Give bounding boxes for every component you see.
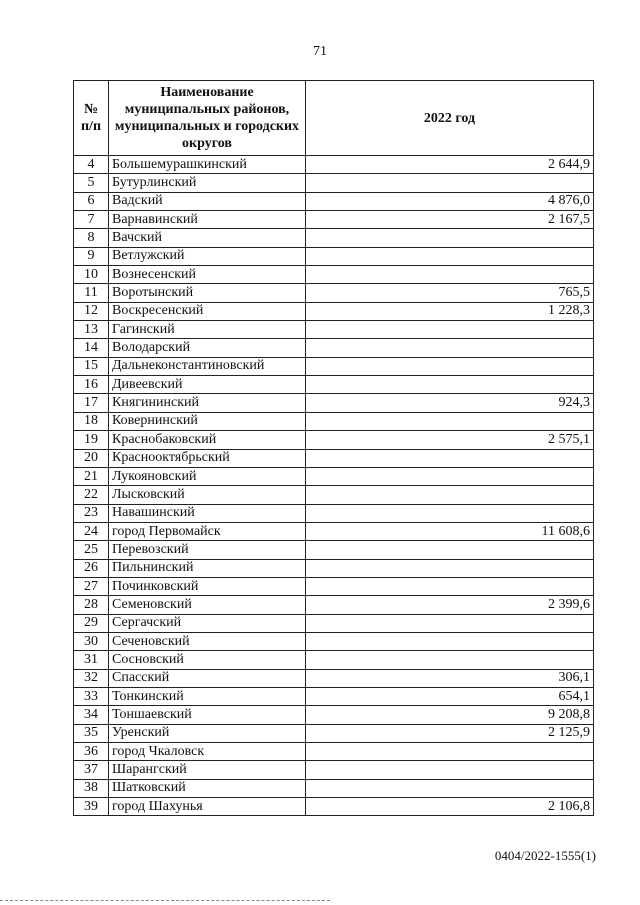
district-name: Воротынский: [109, 284, 306, 302]
value-2022: [306, 559, 594, 577]
table-row: [74, 743, 594, 761]
value-2022: 11 608,6: [306, 522, 594, 540]
value-2022: 9 208,8: [306, 706, 594, 724]
value-2022: [306, 486, 594, 504]
district-name: Ветлужский: [109, 247, 306, 265]
value-2022: [306, 779, 594, 797]
table-row: [74, 651, 594, 669]
row-number: 36: [74, 743, 109, 761]
district-name: Бутурлинский: [109, 174, 306, 192]
value-2022: [306, 321, 594, 339]
district-name: Перевозский: [109, 541, 306, 559]
value-2022: [306, 357, 594, 375]
district-name: Сосновский: [109, 651, 306, 669]
table-row: [74, 229, 594, 247]
table-row: [74, 449, 594, 467]
district-name: Княгининский: [109, 394, 306, 412]
value-2022: 2 644,9: [306, 156, 594, 174]
district-name: Навашинский: [109, 504, 306, 522]
row-number: 11: [74, 284, 109, 302]
row-number: 31: [74, 651, 109, 669]
district-name: Лысковский: [109, 486, 306, 504]
value-2022: 2 125,9: [306, 724, 594, 742]
row-number: 9: [74, 247, 109, 265]
district-name: город Первомайск: [109, 522, 306, 540]
row-number: 26: [74, 559, 109, 577]
district-name: Вачский: [109, 229, 306, 247]
document-code: 0404/2022-1555(1): [494, 848, 596, 863]
district-name: Ковернинский: [109, 412, 306, 430]
district-name: Шарангский: [109, 761, 306, 779]
value-2022: 306,1: [306, 669, 594, 687]
value-2022: 2 399,6: [306, 596, 594, 614]
district-name: Сеченовский: [109, 632, 306, 650]
header-num: № п/п: [74, 81, 109, 156]
table-row: [74, 431, 594, 449]
district-name: Дальнеконстантиновский: [109, 357, 306, 375]
table-row: [74, 522, 594, 540]
value-2022: [306, 761, 594, 779]
table-row: [74, 339, 594, 357]
table-row: [74, 504, 594, 522]
district-name: Вадский: [109, 192, 306, 210]
district-name: город Шахунья: [109, 798, 306, 816]
header-year: 2022 год: [306, 81, 594, 156]
table-row: [74, 596, 594, 614]
table-row: [74, 247, 594, 265]
district-name: Спасский: [109, 669, 306, 687]
table-row: [74, 467, 594, 485]
table-row: [74, 614, 594, 632]
table-row: [74, 724, 594, 742]
district-name: Гагинский: [109, 321, 306, 339]
table-row: [74, 302, 594, 320]
table-row: [74, 192, 594, 210]
row-number: 38: [74, 779, 109, 797]
row-number: 32: [74, 669, 109, 687]
row-number: 37: [74, 761, 109, 779]
row-number: 35: [74, 724, 109, 742]
row-number: 13: [74, 321, 109, 339]
row-number: 21: [74, 467, 109, 485]
value-2022: 2 575,1: [306, 431, 594, 449]
row-number: 12: [74, 302, 109, 320]
value-2022: 2 106,8: [306, 798, 594, 816]
value-2022: [306, 467, 594, 485]
table-row: [74, 211, 594, 229]
value-2022: [306, 449, 594, 467]
value-2022: [306, 577, 594, 595]
table-row: [74, 541, 594, 559]
table-row: [74, 284, 594, 302]
district-name: Краснобаковский: [109, 431, 306, 449]
table-row: [74, 321, 594, 339]
value-2022: [306, 651, 594, 669]
table-row: [74, 412, 594, 430]
table-row: [74, 577, 594, 595]
row-number: 39: [74, 798, 109, 816]
value-2022: 765,5: [306, 284, 594, 302]
table-row: [74, 761, 594, 779]
row-number: 8: [74, 229, 109, 247]
district-name: город Чкаловск: [109, 743, 306, 761]
row-number: 7: [74, 211, 109, 229]
value-2022: [306, 614, 594, 632]
table-row: [74, 357, 594, 375]
table-row: [74, 156, 594, 174]
table-row: [74, 779, 594, 797]
district-name: Шатковский: [109, 779, 306, 797]
header-name: Наименование муниципальных районов, муниципальных и городских округов: [109, 81, 306, 156]
allocation-table: [73, 80, 594, 816]
value-2022: [306, 504, 594, 522]
value-2022: [306, 266, 594, 284]
value-2022: 1 228,3: [306, 302, 594, 320]
row-number: 10: [74, 266, 109, 284]
district-name: Починковский: [109, 577, 306, 595]
row-number: 14: [74, 339, 109, 357]
table-row: [74, 687, 594, 705]
row-number: 4: [74, 156, 109, 174]
value-2022: [306, 247, 594, 265]
district-name: Семеновский: [109, 596, 306, 614]
row-number: 15: [74, 357, 109, 375]
row-number: 27: [74, 577, 109, 595]
bottom-divider: [0, 900, 330, 901]
row-number: 30: [74, 632, 109, 650]
district-name: Тонкинский: [109, 687, 306, 705]
value-2022: [306, 174, 594, 192]
table-row: [74, 798, 594, 816]
value-2022: [306, 376, 594, 394]
row-number: 23: [74, 504, 109, 522]
row-number: 34: [74, 706, 109, 724]
table-header: [74, 81, 594, 156]
table-row: [74, 376, 594, 394]
value-2022: 654,1: [306, 687, 594, 705]
value-2022: [306, 743, 594, 761]
table-row: [74, 266, 594, 284]
row-number: 17: [74, 394, 109, 412]
district-name: Варнавинский: [109, 211, 306, 229]
district-name: Тоншаевский: [109, 706, 306, 724]
value-2022: [306, 632, 594, 650]
district-name: Краснооктябрьский: [109, 449, 306, 467]
value-2022: [306, 229, 594, 247]
table-row: [74, 706, 594, 724]
row-number: 28: [74, 596, 109, 614]
district-name: Воскресенский: [109, 302, 306, 320]
row-number: 16: [74, 376, 109, 394]
table-row: [74, 559, 594, 577]
row-number: 33: [74, 687, 109, 705]
table-row: [74, 669, 594, 687]
row-number: 18: [74, 412, 109, 430]
value-2022: 2 167,5: [306, 211, 594, 229]
district-name: Дивеевский: [109, 376, 306, 394]
page-number: 71: [313, 44, 327, 59]
row-number: 19: [74, 431, 109, 449]
district-name: Лукояновский: [109, 467, 306, 485]
row-number: 29: [74, 614, 109, 632]
row-number: 6: [74, 192, 109, 210]
row-number: 20: [74, 449, 109, 467]
row-number: 22: [74, 486, 109, 504]
district-name: Вознесенский: [109, 266, 306, 284]
table-body: [74, 156, 594, 816]
value-2022: [306, 412, 594, 430]
district-name: Пильнинский: [109, 559, 306, 577]
table-row: [74, 632, 594, 650]
row-number: 25: [74, 541, 109, 559]
value-2022: 924,3: [306, 394, 594, 412]
value-2022: [306, 339, 594, 357]
value-2022: [306, 541, 594, 559]
table-row: [74, 174, 594, 192]
value-2022: 4 876,0: [306, 192, 594, 210]
table-row: [74, 486, 594, 504]
district-name: Уренский: [109, 724, 306, 742]
row-number: 5: [74, 174, 109, 192]
district-name: Сергачский: [109, 614, 306, 632]
row-number: 24: [74, 522, 109, 540]
table-row: [74, 394, 594, 412]
district-name: Большемурашкинский: [109, 156, 306, 174]
district-name: Володарский: [109, 339, 306, 357]
